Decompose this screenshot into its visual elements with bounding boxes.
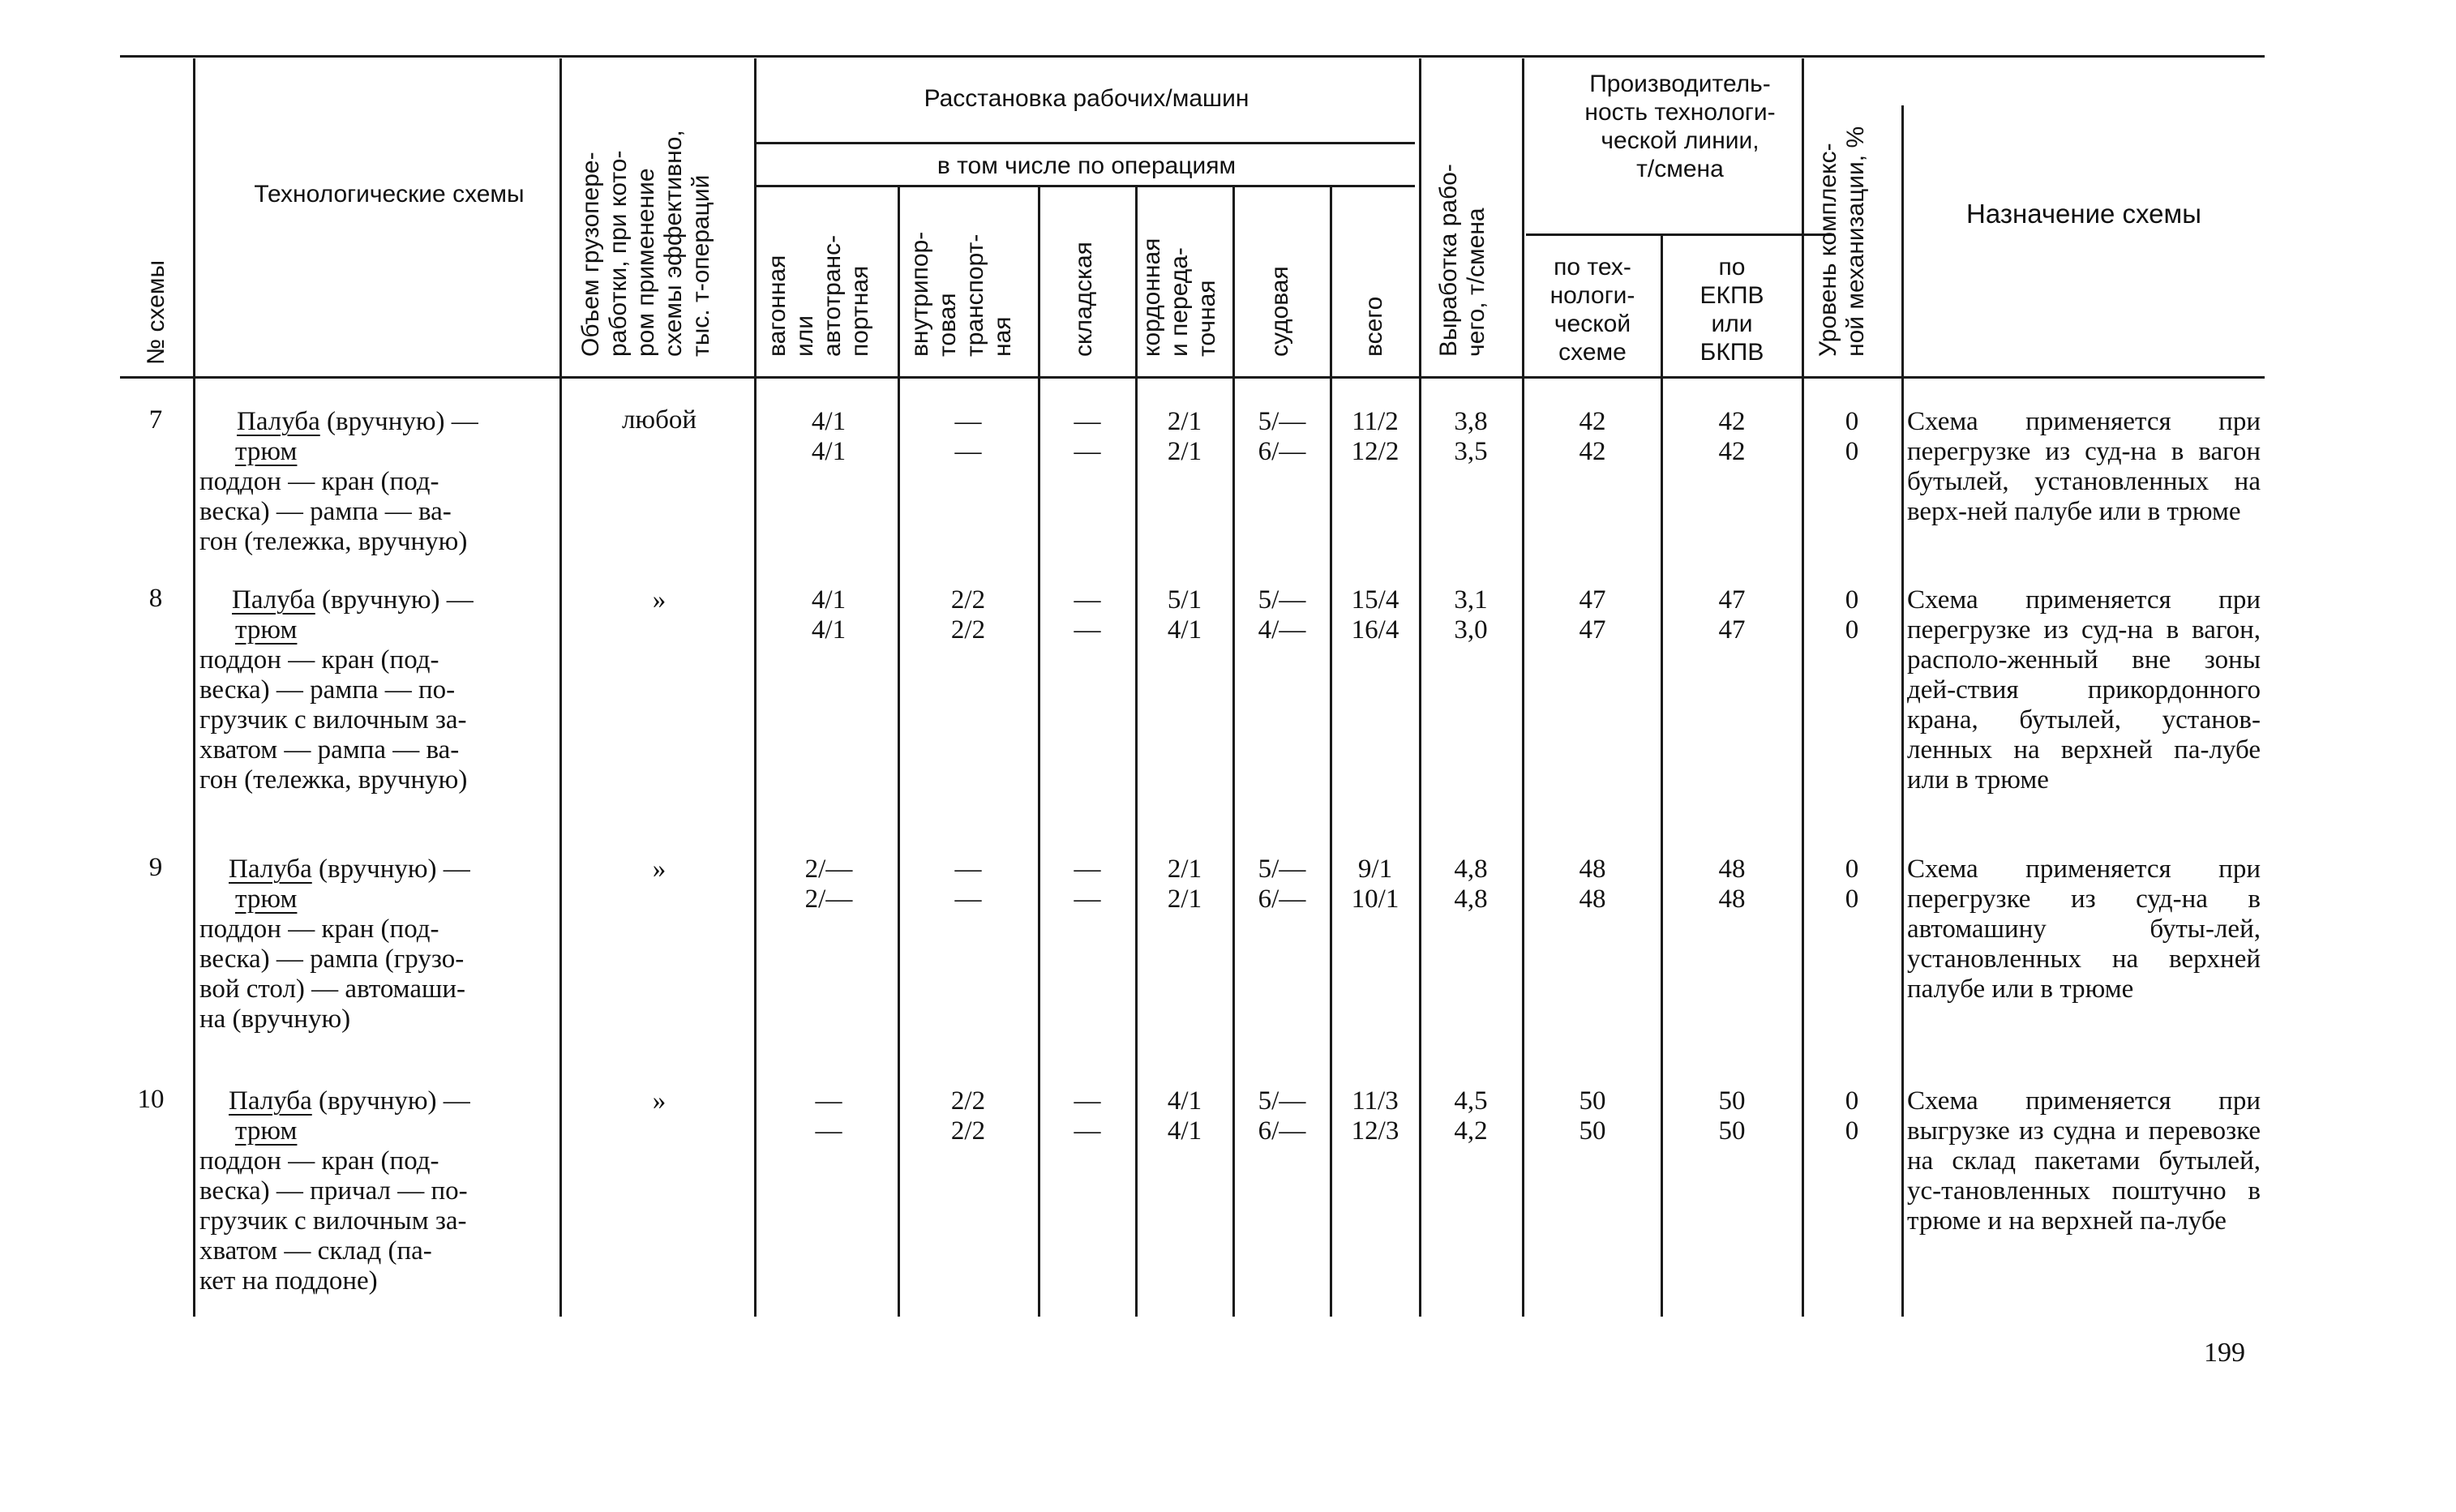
header-placement: Расстановка рабочих/машин bbox=[924, 85, 1249, 112]
wagon-cell-a: 2/— bbox=[804, 855, 853, 884]
volume-cell: » bbox=[652, 1086, 667, 1116]
purpose-cell: Схема применяется при перегрузке из суд-на в автомашину буты-лей, установленных на верхней палубе или в трюме bbox=[1907, 855, 2261, 1004]
internal-cell-b: — bbox=[954, 884, 982, 914]
total-cell-a: 11/3 bbox=[1352, 1086, 1399, 1116]
internal-cell-a: — bbox=[954, 855, 982, 884]
output-cell-b: 3,5 bbox=[1454, 437, 1488, 466]
total-cell-a: 11/2 bbox=[1352, 407, 1399, 436]
volume-cell: » bbox=[652, 855, 667, 884]
mech-cell-a: 0 bbox=[1845, 407, 1859, 436]
scheme-first-line bbox=[237, 407, 478, 437]
col-rule bbox=[559, 58, 562, 1317]
total-cell-a: 9/1 bbox=[1357, 855, 1393, 884]
output-cell-a: 3,8 bbox=[1454, 407, 1488, 436]
scheme-rest: поддон — кран (под- веска) — рампа — по- грузчик с вилочным за- хватом — рампа — ва- гон (тележка, вручную) bbox=[199, 645, 468, 795]
ship-cell-b: 6/— bbox=[1258, 884, 1306, 914]
warehouse-cell-b: — bbox=[1074, 615, 1101, 645]
scheme-underlined-word: Палуба bbox=[237, 407, 320, 436]
ship-cell-a: 5/— bbox=[1258, 585, 1306, 615]
by-scheme-cell-a: 50 bbox=[1579, 1086, 1606, 1116]
warehouse-cell-a: — bbox=[1074, 585, 1101, 615]
cordon-cell-b: 2/1 bbox=[1167, 884, 1202, 914]
purpose-cell: Схема применяется при выгрузке из судна и перевозке на склад пакетами бутылей, ус-тановленных поштучно в трюме и на верхней па-лубе bbox=[1907, 1086, 2261, 1236]
scheme-underlined-word: Палуба bbox=[229, 855, 312, 884]
wagon-cell-a: 4/1 bbox=[811, 407, 847, 436]
by-ekpv-cell-b: 42 bbox=[1718, 437, 1746, 466]
scheme-underlined-line: трюм bbox=[235, 437, 298, 466]
total-cell-b: 12/2 bbox=[1351, 437, 1399, 466]
col-rule bbox=[193, 58, 195, 1317]
row-number: 10 bbox=[137, 1085, 165, 1114]
scheme-tail: (вручную) — bbox=[319, 407, 478, 436]
output-cell-a: 4,8 bbox=[1454, 855, 1488, 884]
by-scheme-cell-b: 50 bbox=[1579, 1116, 1606, 1146]
col-rule bbox=[1419, 58, 1421, 1317]
cordon-cell-b: 2/1 bbox=[1167, 437, 1202, 466]
col-rule bbox=[1661, 235, 1663, 1317]
warehouse-cell-b: — bbox=[1074, 1116, 1101, 1146]
page-number: 199 bbox=[2204, 1338, 2245, 1368]
header-tech-schemes: Технологические схемы bbox=[254, 181, 525, 208]
ship-cell-b: 6/— bbox=[1258, 437, 1306, 466]
total-cell-b: 12/3 bbox=[1351, 1116, 1399, 1146]
col-rule bbox=[898, 186, 900, 1317]
by-ekpv-cell-a: 48 bbox=[1718, 855, 1746, 884]
header-mech-level: Уровень комплекс- ной механизации, % bbox=[1815, 126, 1869, 357]
warehouse-cell-a: — bbox=[1074, 1086, 1101, 1116]
purpose-cell: Схема применяется при перегрузке из суд-на в вагон бутылей, установленных на верх-ней палубе или в трюме bbox=[1907, 407, 2261, 526]
header-cordon: кордонная и переда- точная bbox=[1138, 238, 1220, 357]
col-rule bbox=[1802, 58, 1804, 1317]
scheme-rest: поддон — кран (под- веска) — рампа (грузо- вой стол) — автомаши- на (вручную) bbox=[199, 914, 466, 1034]
by-ekpv-cell-b: 50 bbox=[1718, 1116, 1746, 1146]
mech-cell-b: 0 bbox=[1845, 615, 1859, 645]
ship-cell-a: 5/— bbox=[1258, 1086, 1306, 1116]
scheme-rest: поддон — кран (под- веска) — рампа — ва- гон (тележка, вручную) bbox=[199, 467, 468, 556]
header-wagon: вагонная или автотранс- портная bbox=[764, 234, 873, 357]
ship-cell-a: 5/— bbox=[1258, 855, 1306, 884]
scheme-first-line bbox=[229, 855, 470, 884]
by-ekpv-cell-b: 48 bbox=[1718, 884, 1746, 914]
warehouse-cell-b: — bbox=[1074, 437, 1101, 466]
total-cell-a: 15/4 bbox=[1351, 585, 1399, 615]
header-internal: внутрипор- товая транспорт- ная bbox=[907, 231, 1016, 357]
header-scheme-no: № схемы bbox=[143, 259, 169, 365]
wagon-cell-b: 4/1 bbox=[811, 437, 847, 466]
mech-cell-a: 0 bbox=[1845, 1086, 1859, 1116]
by-scheme-cell-a: 48 bbox=[1579, 855, 1606, 884]
scheme-first-line bbox=[232, 585, 474, 615]
by-scheme-cell-b: 48 bbox=[1579, 884, 1606, 914]
col-rule bbox=[1135, 186, 1138, 1317]
header-by-ekpv: по ЕКПВ или БКПВ bbox=[1699, 254, 1764, 366]
header-ship: судовая bbox=[1267, 266, 1293, 357]
internal-cell-a: — bbox=[954, 407, 982, 436]
ship-cell-b: 4/— bbox=[1258, 615, 1306, 645]
col-rule bbox=[754, 58, 757, 1317]
header-warehouse: складская bbox=[1070, 242, 1097, 357]
warehouse-cell-a: — bbox=[1074, 407, 1101, 436]
ops-sub-rule bbox=[757, 185, 1415, 187]
total-cell-b: 10/1 bbox=[1351, 884, 1399, 914]
internal-cell-a: 2/2 bbox=[950, 585, 986, 615]
mech-cell-b: 0 bbox=[1845, 1116, 1859, 1146]
by-scheme-cell-a: 42 bbox=[1579, 407, 1606, 436]
purpose-cell: Схема применяется при перегрузке из суд-на в вагон, располо-женный вне зоны дей-ствия прикордонного крана, бутылей, установ-ленных на верхней па-лубе или в трюме bbox=[1907, 585, 2261, 795]
header-purpose: Назначение схемы bbox=[1966, 199, 2201, 229]
by-scheme-cell-a: 47 bbox=[1579, 585, 1606, 615]
by-scheme-cell-b: 47 bbox=[1579, 615, 1606, 645]
scheme-underlined-line: трюм bbox=[235, 615, 298, 645]
row-number: 9 bbox=[148, 853, 163, 882]
cordon-cell-a: 4/1 bbox=[1167, 1086, 1202, 1116]
output-cell-b: 4,8 bbox=[1454, 884, 1488, 914]
warehouse-cell-b: — bbox=[1074, 884, 1101, 914]
wagon-cell-b: — bbox=[815, 1116, 842, 1146]
by-ekpv-cell-a: 50 bbox=[1718, 1086, 1746, 1116]
scheme-underlined-word: Палуба bbox=[232, 585, 315, 615]
output-cell-b: 4,2 bbox=[1454, 1116, 1488, 1146]
output-cell-a: 3,1 bbox=[1454, 585, 1488, 615]
header-bottom-rule bbox=[120, 376, 2265, 379]
productivity-sub-rule bbox=[1526, 233, 1834, 236]
scheme-tail: (вручную) — bbox=[311, 855, 470, 884]
mech-cell-b: 0 bbox=[1845, 437, 1859, 466]
mech-cell-a: 0 bbox=[1845, 855, 1859, 884]
col-rule bbox=[1901, 105, 1904, 1317]
warehouse-cell-a: — bbox=[1074, 855, 1101, 884]
volume-cell: » bbox=[652, 585, 667, 615]
volume-cell: любой bbox=[621, 405, 697, 435]
cordon-cell-a: 2/1 bbox=[1167, 855, 1202, 884]
by-ekpv-cell-b: 47 bbox=[1718, 615, 1746, 645]
ship-cell-b: 6/— bbox=[1258, 1116, 1306, 1146]
scheme-underlined-line: трюм bbox=[235, 884, 298, 914]
scheme-rest: поддон — кран (под- веска) — причал — по- грузчик с вилочным за- хватом — склад (па- кет на поддоне) bbox=[199, 1146, 468, 1296]
col-rule bbox=[1232, 186, 1235, 1317]
internal-cell-b: 2/2 bbox=[950, 615, 986, 645]
cordon-cell-b: 4/1 bbox=[1167, 615, 1202, 645]
ship-cell-a: 5/— bbox=[1258, 407, 1306, 436]
scheme-underlined-line: трюм bbox=[235, 1116, 298, 1146]
row-number: 7 bbox=[148, 405, 163, 435]
mech-cell-a: 0 bbox=[1845, 585, 1859, 615]
wagon-cell-b: 4/1 bbox=[811, 615, 847, 645]
wagon-cell-a: 4/1 bbox=[811, 585, 847, 615]
scheme-tail: (вручную) — bbox=[311, 1086, 470, 1116]
table-top-rule bbox=[120, 55, 2265, 58]
scheme-first-line bbox=[229, 1086, 470, 1116]
output-cell-b: 3,0 bbox=[1454, 615, 1488, 645]
mech-cell-b: 0 bbox=[1845, 884, 1859, 914]
total-cell-b: 16/4 bbox=[1351, 615, 1399, 645]
cordon-cell-b: 4/1 bbox=[1167, 1116, 1202, 1146]
header-output: Выработка рабо- чего, т/смена bbox=[1435, 164, 1489, 357]
placement-sub-rule bbox=[757, 142, 1415, 144]
scheme-underlined-word: Палуба bbox=[229, 1086, 312, 1116]
scheme-tail: (вручную) — bbox=[315, 585, 474, 615]
internal-cell-a: 2/2 bbox=[950, 1086, 986, 1116]
col-rule bbox=[1038, 186, 1040, 1317]
internal-cell-b: 2/2 bbox=[950, 1116, 986, 1146]
wagon-cell-b: 2/— bbox=[804, 884, 853, 914]
header-volume: Объем грузопере- работки, при кото- ром применение схемы эффективно, тыс. т-операций bbox=[577, 130, 714, 357]
header-by-scheme: по тех- нологи- ческой схеме bbox=[1549, 254, 1635, 366]
wagon-cell-a: — bbox=[815, 1086, 842, 1116]
internal-cell-b: — bbox=[954, 437, 982, 466]
output-cell-a: 4,5 bbox=[1454, 1086, 1488, 1116]
header-incl-ops: в том числе по операциям bbox=[937, 152, 1237, 179]
by-ekpv-cell-a: 42 bbox=[1718, 407, 1746, 436]
header-productivity: Производитель- ность технологи- ческой линии, т/смена bbox=[1584, 71, 1776, 182]
cordon-cell-a: 5/1 bbox=[1167, 585, 1202, 615]
by-scheme-cell-b: 42 bbox=[1579, 437, 1606, 466]
by-ekpv-cell-a: 47 bbox=[1718, 585, 1746, 615]
cordon-cell-a: 2/1 bbox=[1167, 407, 1202, 436]
header-total: всего bbox=[1361, 296, 1387, 357]
col-rule bbox=[1330, 186, 1332, 1317]
row-number: 8 bbox=[148, 584, 163, 613]
